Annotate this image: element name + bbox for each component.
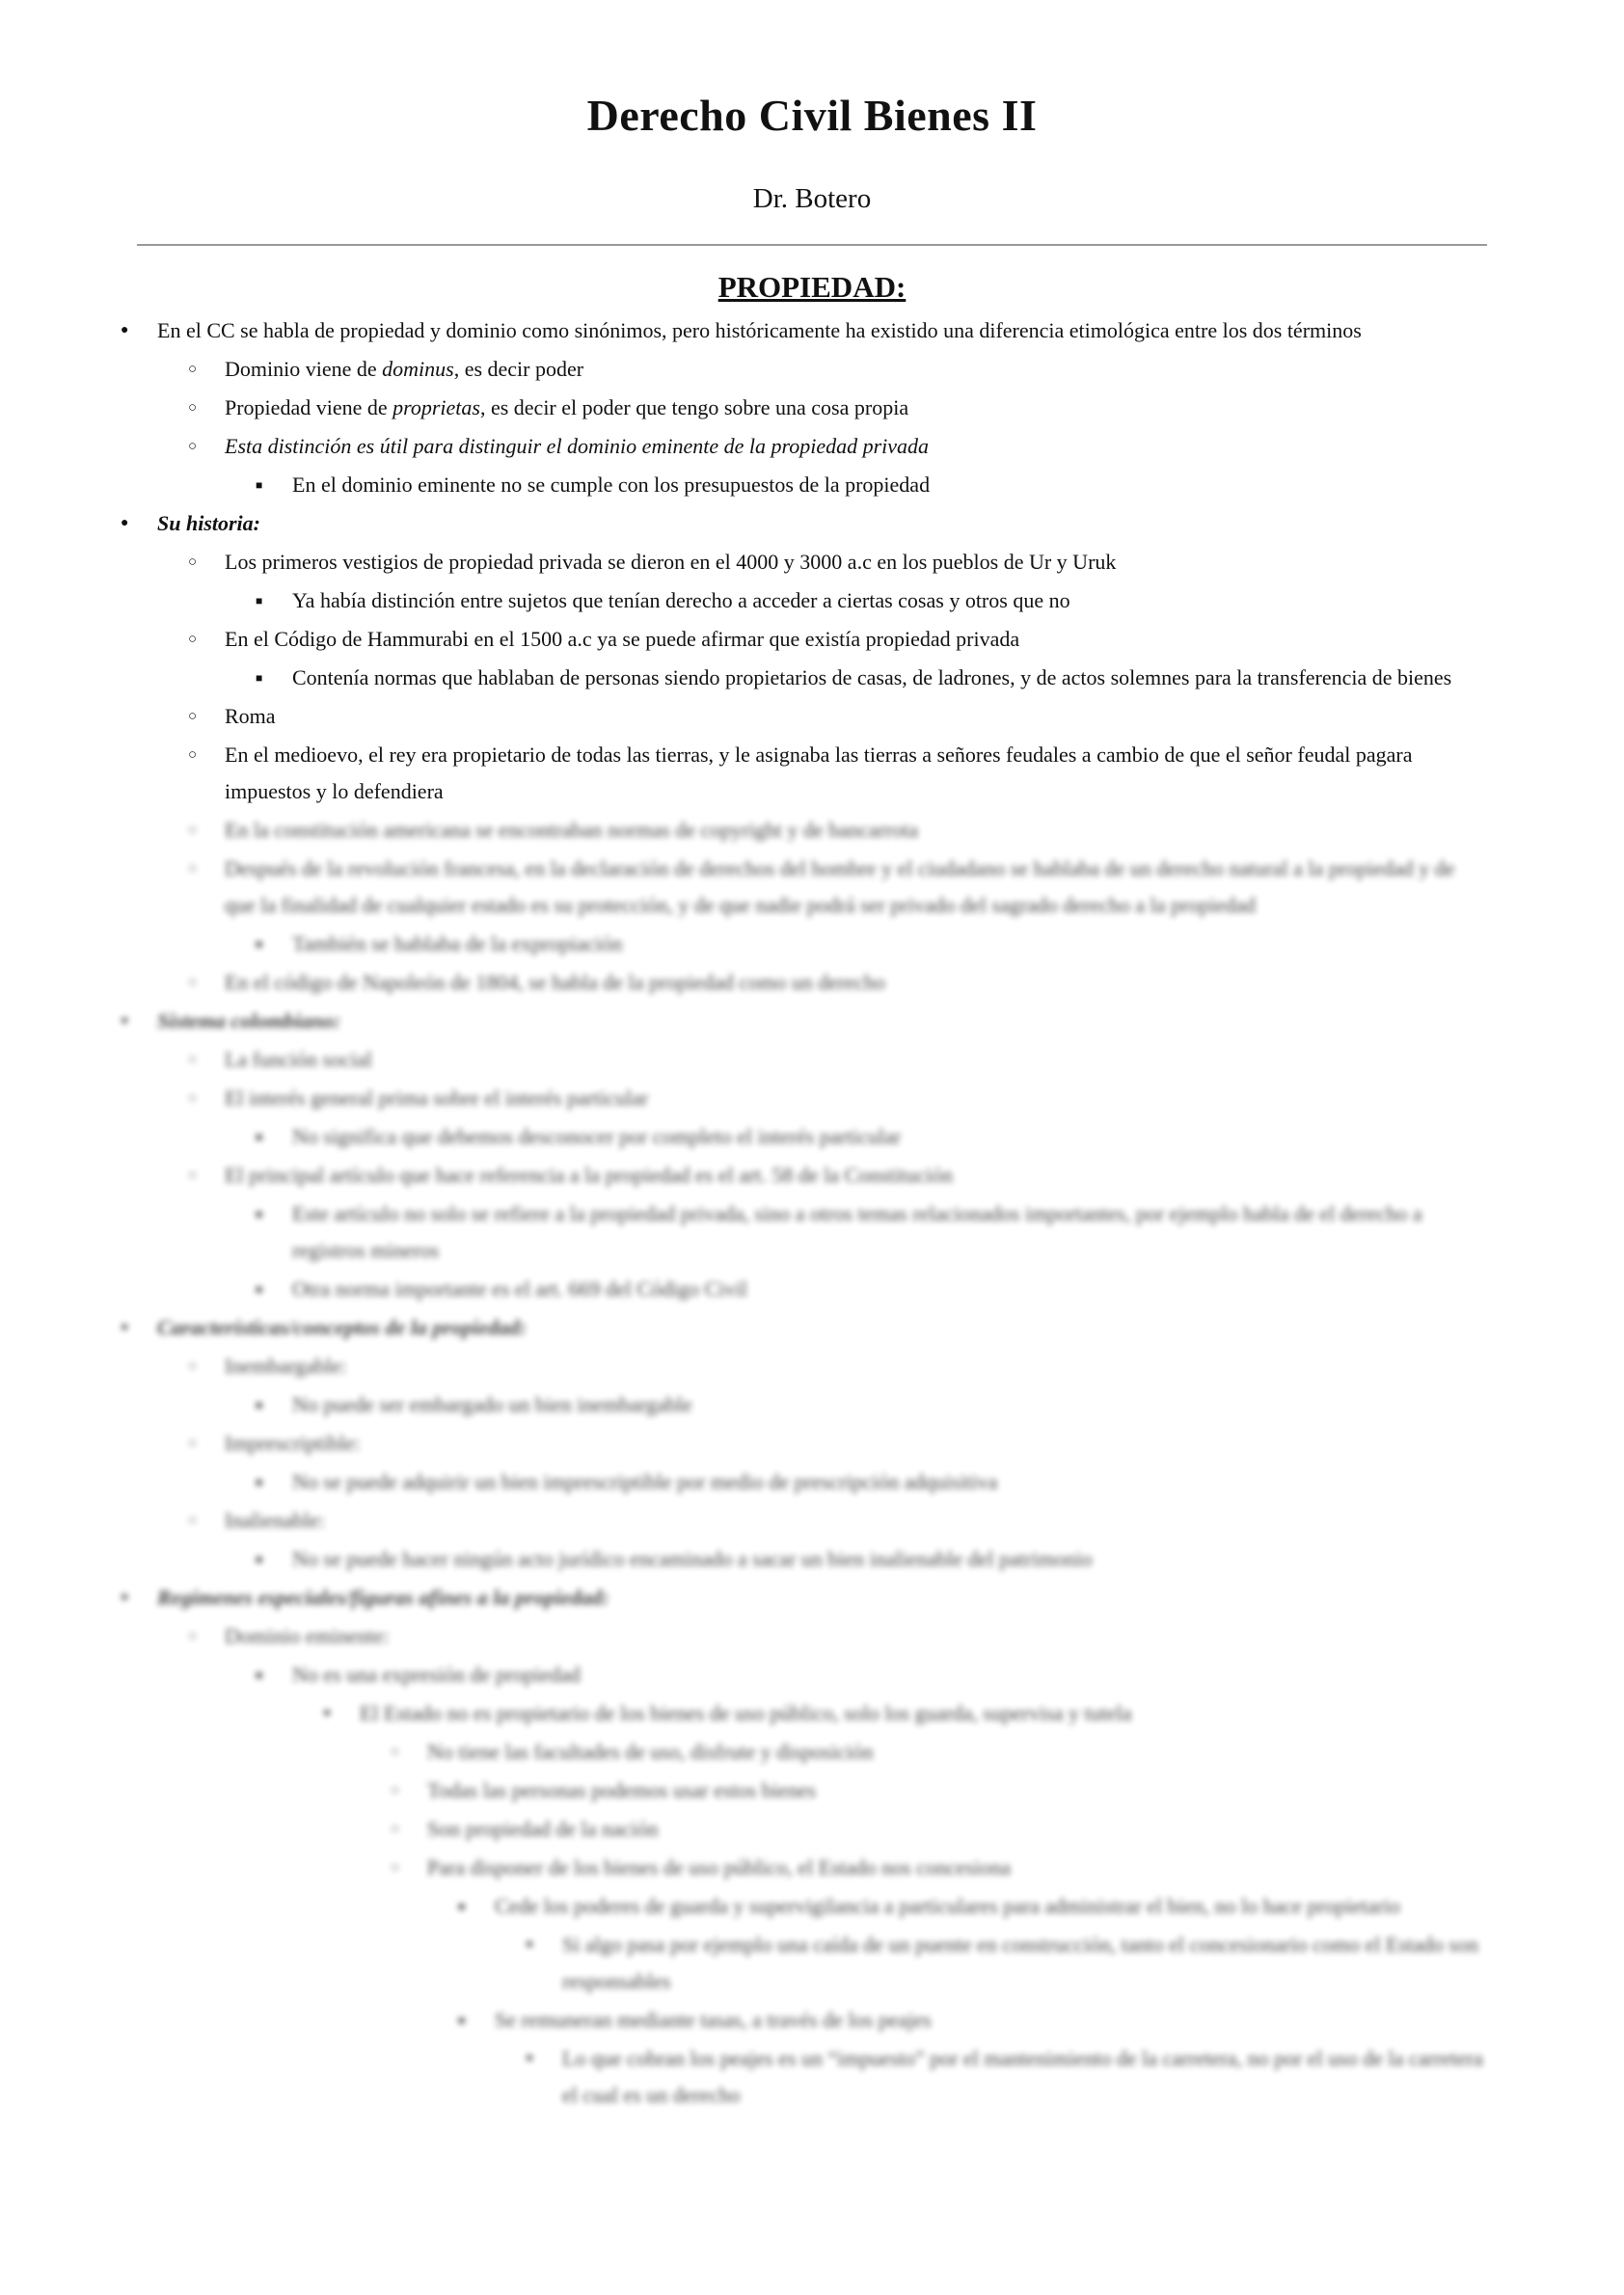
list-item <box>526 1927 1489 2000</box>
bullet-icon: ● <box>323 1706 332 1721</box>
list-item-text: Contenía normas que hablaban de personas siendo propietarios de casas, de ladrones, y de actos solemnes para la transferencia de bienes <box>292 665 1452 690</box>
list-item <box>391 1734 1489 1770</box>
list-item-text: Después de la revolución francesa, en la declaración de derechos del hombre y el ciudadano se hablaba de un derecho natural a la propiedad y de que la finalidad de cualquier estado es su protección, y de que nadie podrá ser privado del sagrado derecho a la propiedad <box>225 856 1455 918</box>
list-item-text: No es una expresión de propiedad <box>292 1662 581 1688</box>
list-item <box>121 1580 1489 1616</box>
list-item-text: El interés general prima sobre el interés particular <box>225 1086 649 1111</box>
page-subtitle: Dr. Botero <box>752 183 872 215</box>
bullet-icon: ○ <box>188 632 198 648</box>
list-item-text: Son propiedad de la nación <box>427 1817 659 1842</box>
list-item <box>391 1811 1489 1848</box>
bullet-icon: ○ <box>188 747 198 764</box>
bullet-icon: ○ <box>188 709 198 725</box>
list-item <box>526 2040 1489 2114</box>
bullet-icon: ○ <box>391 1744 400 1761</box>
list-item-text: Esta distinción es útil para distinguir el dominio eminente de la propiedad privada <box>225 434 930 459</box>
list-item-text: No tiene las facultades de uso, disfrute y disposición <box>427 1740 874 1765</box>
bullet-icon: ■ <box>256 937 263 952</box>
list-item <box>256 1464 1489 1500</box>
list-item-text: Inembargable: <box>225 1354 347 1379</box>
list-item <box>121 312 1489 349</box>
bullet-icon: ● <box>526 2051 534 2066</box>
list-item <box>256 1387 1489 1423</box>
list-item <box>458 1888 1489 1925</box>
list-item <box>188 850 1489 924</box>
list-item <box>188 1041 1489 1078</box>
bullet-icon: ○ <box>188 975 198 991</box>
list-item <box>188 1425 1489 1462</box>
list-item-text: Si algo pasa por ejemplo una caída de un puente en construcción, tanto el concesionario como el Estado son responsables <box>562 1932 1478 1994</box>
list-item <box>256 1196 1489 1269</box>
bullet-icon: ○ <box>188 1629 198 1645</box>
bullet-icon: ● <box>526 1937 534 1953</box>
list-item-text: En el código de Napoleón de 1804, se habla de la propiedad como un derecho <box>225 970 885 995</box>
list-item <box>391 1772 1489 1809</box>
bullet-icon: ■ <box>256 1668 263 1683</box>
bullet-icon: ■ <box>458 2013 466 2028</box>
bullet-icon: ○ <box>188 554 198 571</box>
list-item <box>323 1695 1489 1732</box>
page-title: Derecho Civil Bienes II <box>586 91 1038 140</box>
list-item-text: Lo que cobran los peajes es un “impuesto” por el mantenimiento de la carretera, no por el uso de la carretera el cual es un derecho <box>562 2046 1483 2108</box>
list-item-text: Imprescriptible: <box>225 1431 361 1456</box>
list-item-text: No puede ser embargado un bien inembargable <box>292 1392 692 1418</box>
bullet-icon: ■ <box>256 1475 263 1490</box>
bullet-icon: ● <box>121 323 129 338</box>
bullet-icon: ■ <box>256 671 263 686</box>
list-item <box>256 926 1489 962</box>
bullet-icon: ○ <box>188 439 198 455</box>
list-item-text: Cede los poderes de guarda y supervigilancia a particulares para administrar el bien, no lo hace propietario <box>495 1894 1400 1919</box>
list-item <box>391 1850 1489 1886</box>
list-item <box>256 1119 1489 1155</box>
list-item <box>256 1271 1489 1308</box>
bullet-icon: ■ <box>256 594 263 608</box>
list-item <box>121 505 1489 542</box>
list-item <box>188 621 1489 658</box>
bullet-icon: ■ <box>256 1552 263 1567</box>
list-item <box>256 1541 1489 1578</box>
list-item <box>188 428 1489 465</box>
bullet-icon: ○ <box>391 1860 400 1876</box>
list-item-text: Inalienable: <box>225 1508 325 1533</box>
list-item-text: En el Código de Hammurabi en el 1500 a.c ya se puede afirmar que existía propiedad privada <box>225 627 1020 652</box>
list-item <box>188 812 1489 849</box>
list-item-text: En el medioevo, el rey era propietario de todas las tierras, y le asignaba las tierras a señores feudales a cambio de que el señor feudal pagara impuestos y lo defendiera <box>225 742 1413 804</box>
bullet-icon: ■ <box>256 1207 263 1222</box>
list-item-text: Regímenes especiales/figuras afines a la propiedad: <box>157 1585 609 1610</box>
list-item-text: Ya había distinción entre sujetos que tenían derecho a acceder a ciertas cosas y otros que no <box>292 588 1070 613</box>
bullet-icon: ○ <box>188 1091 198 1107</box>
list-item-text: No significa que debemos desconocer por completo el interés particular <box>292 1124 902 1149</box>
list-item-text: No se puede adquirir un bien imprescriptible por medio de prescripción adquisitiva <box>292 1470 998 1495</box>
notes-list <box>0 312 1624 2114</box>
bullet-icon: ○ <box>188 1513 198 1529</box>
list-item <box>188 544 1489 580</box>
list-item-text: Dominio viene de dominus, es decir poder <box>225 357 584 382</box>
document-header <box>0 89 1624 215</box>
list-item <box>188 1618 1489 1655</box>
bullet-icon: ○ <box>391 1822 400 1838</box>
list-item-text: Dominio eminente: <box>225 1624 390 1649</box>
list-item <box>256 660 1489 696</box>
list-item <box>188 390 1489 426</box>
bullet-icon: ■ <box>256 1282 263 1297</box>
bullet-icon: ○ <box>391 1783 400 1799</box>
list-item <box>188 1502 1489 1539</box>
list-item <box>188 1348 1489 1385</box>
list-item-text: En el CC se habla de propiedad y dominio como sinónimos, pero históricamente ha existido una diferencia etimológica entre los dos términos <box>157 318 1362 343</box>
bullet-icon: ○ <box>188 362 198 378</box>
list-item <box>188 1080 1489 1117</box>
bullet-icon: ■ <box>256 1398 263 1413</box>
bullet-icon: ■ <box>458 1900 466 1914</box>
list-item <box>256 467 1489 503</box>
list-item-text: En la constitución americana se encontraban normas de copyright y de bancarrota <box>225 818 918 843</box>
list-item-text: Para disponer de los bienes de uso público, el Estado nos concesiona <box>427 1855 1011 1880</box>
list-item-text: Otra norma importante es el art. 669 del Código Civil <box>292 1277 747 1302</box>
list-item-text: Sistema colombiano: <box>157 1009 341 1034</box>
list-item-text: Características/conceptos de la propiedad: <box>157 1315 528 1340</box>
bullet-icon: ○ <box>188 1052 198 1068</box>
bullet-icon: ○ <box>188 1436 198 1452</box>
list-item-text: Roma <box>225 704 276 729</box>
list-item <box>188 737 1489 810</box>
list-item-text: Todas las personas podemos usar estos bienes <box>427 1778 816 1803</box>
list-item <box>188 351 1489 388</box>
list-item <box>121 1310 1489 1346</box>
list-item-text: Se remuneran mediante tasas, a través de los peajes <box>495 2008 932 2033</box>
bullet-icon: ○ <box>188 400 198 417</box>
list-item-text: Su historia: <box>157 511 260 536</box>
list-item-text: El Estado no es propietario de los bienes de uso público, solo los guarda, supervisa y tutela <box>360 1701 1132 1726</box>
list-item <box>188 698 1489 735</box>
list-item-text: La función social <box>225 1047 372 1072</box>
list-item-text: Propiedad viene de proprietas, es decir el poder que tengo sobre una cosa propia <box>225 395 909 420</box>
list-item <box>121 1003 1489 1040</box>
list-item <box>256 1657 1489 1693</box>
list-item-text: El principal artículo que hace referencia a la propiedad es el art. 58 de la Constitución <box>225 1163 954 1188</box>
horizontal-divider <box>137 244 1487 246</box>
bullet-icon: ○ <box>188 1168 198 1184</box>
list-item-text: Este artículo no solo se refiere a la propiedad privada, sino a otros temas relacionados importantes, por ejemplo habla de el derecho a registros mineros <box>292 1202 1422 1263</box>
list-item <box>256 582 1489 619</box>
list-item-text: Los primeros vestigios de propiedad privada se dieron en el 4000 y 3000 a.c en los pueblos de Ur y Uruk <box>225 550 1117 575</box>
bullet-icon: ● <box>121 1590 129 1606</box>
bullet-icon: ■ <box>256 478 263 493</box>
list-item <box>458 2002 1489 2038</box>
bullet-icon: ○ <box>188 823 198 839</box>
bullet-icon: ● <box>121 1320 129 1336</box>
bullet-icon: ■ <box>256 1130 263 1145</box>
bullet-icon: ○ <box>188 861 198 878</box>
list-item <box>188 1157 1489 1194</box>
list-item-text: No se puede hacer ningún acto jurídico encaminado a sacar un bien inalienable del patrimonio <box>292 1547 1093 1572</box>
list-item-text: También se hablaba de la expropiación <box>292 932 623 957</box>
section-heading: PROPIEDAD: <box>717 270 907 305</box>
bullet-icon: ● <box>121 1013 129 1029</box>
bullet-icon: ● <box>121 516 129 531</box>
bullet-icon: ○ <box>188 1359 198 1375</box>
list-item-text: En el dominio eminente no se cumple con los presupuestos de la propiedad <box>292 472 931 498</box>
list-item <box>188 964 1489 1001</box>
